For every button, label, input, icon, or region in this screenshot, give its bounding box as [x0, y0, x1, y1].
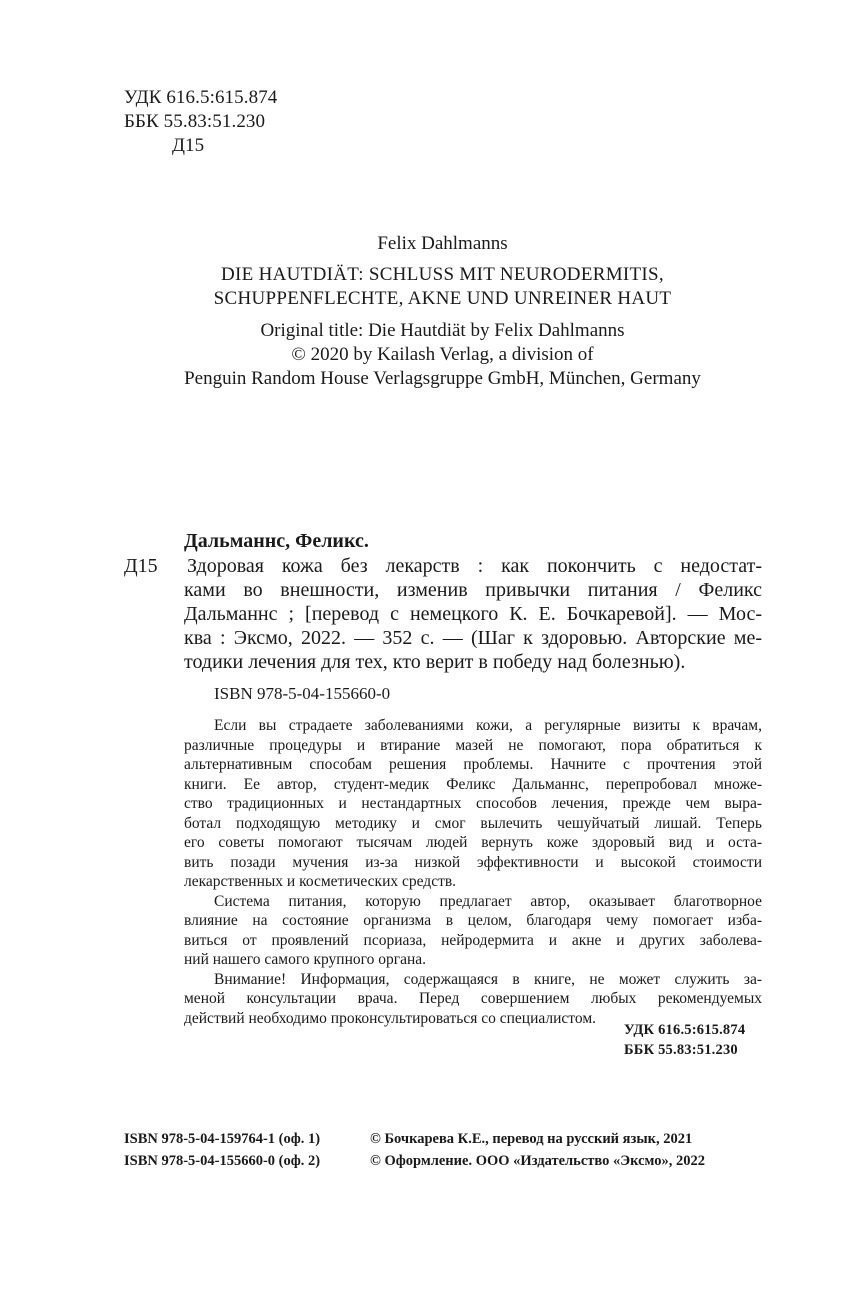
- annotation-line: ство традиционных и нестандартных способов лечения, прежде чем выра-: [184, 795, 762, 812]
- annotation-line: Внимание! Информация, содержащаяся в книге, не может служить за-: [214, 970, 762, 988]
- annotation-line: действий необходимо проконсультироваться со специалистом.: [184, 1009, 597, 1027]
- original-title-credit: Original title: Die Hautdiät by Felix Dahlmanns: [260, 320, 625, 341]
- record-line: ками во внешности, изменив привычки питания / Феликс: [184, 579, 762, 601]
- annotation-line: виться от проявлений псориаза, нейродермита и акне и других заболева-: [184, 931, 762, 949]
- annotation-line: его советы помогают тысячам людей вернуть коже здоровый вид и оста-: [184, 834, 762, 851]
- codes-right: [624, 1020, 745, 1060]
- isbn-edition-1: ISBN 978-5-04-159764-1 (оф. 1): [124, 1131, 321, 1147]
- original-copyright: © 2020 by Kailash Verlag, a division of: [291, 344, 594, 365]
- copyright-design: © Оформление. ООО «Издательство «Эксмо», 2022: [370, 1153, 705, 1169]
- annotation-line: меной консультации врача. Перед совершением любых рекомендуемых: [184, 990, 762, 1007]
- codes-right-udk: УДК 616.5:615.874: [624, 1022, 746, 1038]
- annotation: [184, 716, 762, 1028]
- record-description: [184, 554, 762, 674]
- record-heading: Дальманнс, Феликс.: [184, 530, 369, 552]
- annotation-line: ний нашего самого крупного органа.: [184, 951, 426, 968]
- bbk-code: ББК 55.83:51.230: [124, 111, 266, 132]
- original-author: Felix Dahlmanns: [377, 233, 508, 254]
- record-line: ква : Эксмо, 2022. — 352 с. — (Шаг к здоровью. Авторские ме-: [184, 627, 762, 649]
- author-mark: Д15: [172, 135, 205, 156]
- record-line: Здоровая кожа без лекарств : как покончить с недостат-: [187, 555, 762, 577]
- original-title-line-2: SCHUPPENFLECHTE, AKNE UND UNREINER HAUT: [213, 288, 672, 309]
- record-line: тодики лечения для тех, кто верит в победу над болезнью).: [184, 651, 686, 673]
- annotation-line: вить позади мучения из-за низкой эффективности и высокой стоимости: [184, 853, 762, 871]
- original-publisher: Penguin Random House Verlagsgruppe GmbH, München, Germany: [184, 368, 701, 389]
- annotation-line: различные процедуры и втирание мазей не помогают, пора обратиться к: [184, 736, 762, 754]
- annotation-line: лекарственных и косметических средств.: [184, 873, 457, 890]
- annotation-line: Система питания, которую предлагает автор, оказывает благотворное: [214, 892, 762, 910]
- original-title-line-1: DIE HAUTDIÄT: SCHLUSS MIT NEURODERMITIS,: [221, 264, 664, 285]
- codes-right-bbk: ББК 55.83:51.230: [624, 1042, 738, 1058]
- record-line: Дальманнс ; [перевод с немецкого К. Е. Бочкаревой]. — Мос-: [184, 603, 762, 625]
- annotation-line: альтернативным способам решения проблемы. Начните с прочтения этой: [184, 756, 762, 773]
- annotation-line: Если вы страдаете заболеваниями кожи, а регулярные визиты к врачам,: [214, 717, 762, 734]
- record-code: Д15: [124, 555, 158, 577]
- udk-code: УДК 616.5:615.874: [124, 87, 278, 108]
- isbn-edition-2: ISBN 978-5-04-155660-0 (оф. 2): [124, 1153, 321, 1169]
- annotation-line: ботал подходящую методику и смог вылечить чешуйчатый лишай. Теперь: [184, 814, 762, 832]
- record-isbn: ISBN 978-5-04-155660-0: [214, 684, 391, 703]
- annotation-line: влияние на состояние организма в целом, благодаря чему помогает изба-: [184, 912, 762, 929]
- copyright-translation: © Бочкарева К.Е., перевод на русский язык, 2021: [370, 1131, 693, 1147]
- annotation-line: книги. Ее автор, студент-медик Феликс Дальманнс, перепробовал множе-: [184, 775, 762, 793]
